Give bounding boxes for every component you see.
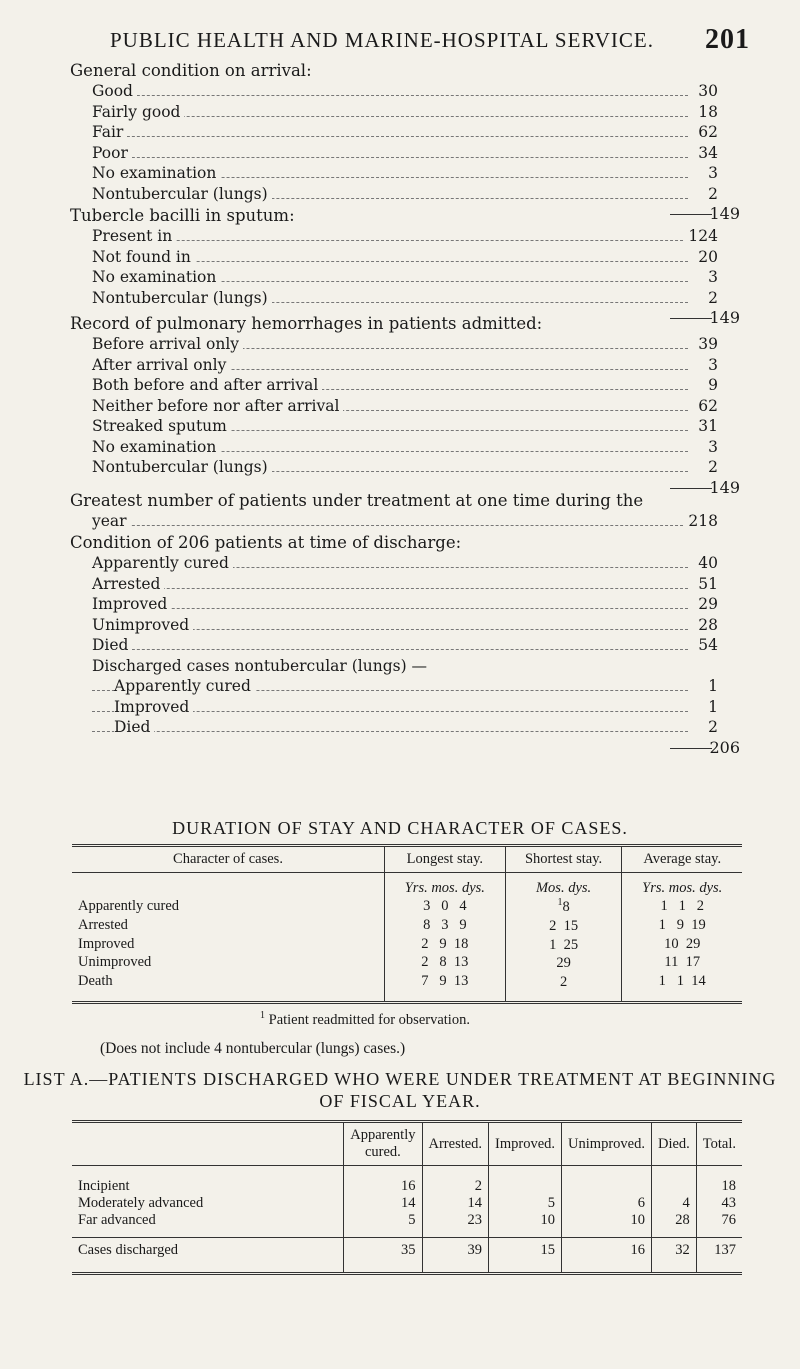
spacer-cell (696, 1166, 742, 1179)
row-label: Neither before nor after arrival (92, 397, 343, 415)
table-row (72, 1212, 742, 1229)
row-value: 62 (694, 122, 718, 143)
average-cell: 1 1 14 (622, 972, 742, 991)
table-cell (489, 1178, 562, 1195)
row-value: 31 (694, 416, 718, 437)
table-row (72, 972, 742, 991)
column-header: Apparently cured. (344, 1122, 422, 1166)
table-cell: 137 (696, 1238, 742, 1263)
list-item (70, 267, 740, 288)
total-value: 206 (709, 737, 740, 757)
column-header: Shortest stay. (505, 846, 622, 873)
shortest-cell (505, 953, 622, 972)
table-row (72, 916, 742, 935)
row-label: Death (78, 973, 113, 990)
table-cell (562, 1178, 652, 1195)
spacer-cell (422, 1166, 489, 1179)
list-item (70, 288, 740, 309)
spacer-cell (696, 1262, 742, 1274)
list-item (70, 143, 740, 164)
table-cell: 15 (489, 1238, 562, 1263)
table-row (72, 935, 742, 954)
page-number: 201 (705, 24, 750, 55)
row-label: Improved (114, 698, 193, 716)
total-row (72, 1238, 742, 1263)
table-cell: 39 (422, 1238, 489, 1263)
longest-cell: 8 3 9 (385, 916, 506, 935)
spacer-cell (562, 1166, 652, 1179)
shortest-cell (505, 972, 622, 991)
shortest-cell (505, 897, 622, 916)
section-total (70, 738, 740, 758)
leader-dots (92, 635, 688, 650)
row-value: 2 (704, 457, 718, 478)
section-title: Record of pulmonary hemorrhages in patients admitted: (70, 314, 543, 333)
unit-cell (72, 873, 385, 898)
row-label: Unimproved (78, 954, 152, 971)
average-cell: 1 1 2 (622, 897, 742, 916)
row-label: Good (92, 82, 137, 100)
greatest-row (70, 511, 740, 532)
general-condition-section (70, 60, 740, 224)
average-cell: 11 17 (622, 953, 742, 972)
table-cell: 18 (696, 1178, 742, 1195)
column-header (72, 1122, 344, 1166)
table-spacer (72, 1166, 742, 1179)
row-value: 1 (704, 676, 718, 697)
row-value: 3 (704, 437, 718, 458)
table-cell: 4 (651, 1195, 696, 1212)
spacer-cell (651, 1262, 696, 1274)
list-item (70, 375, 740, 396)
column-header: Average stay. (622, 846, 742, 873)
discharge-section (70, 532, 740, 758)
table-cell: 14 (422, 1195, 489, 1212)
spacer-cell (72, 1262, 344, 1274)
spacer-cell (72, 1166, 344, 1179)
leader-dots (92, 511, 688, 526)
total-value: 149 (709, 204, 740, 223)
leader-dots (92, 226, 688, 241)
list-item (70, 574, 740, 595)
spacer-cell (344, 1166, 422, 1179)
row-value: 2 (704, 717, 718, 738)
list-a-table (72, 1120, 742, 1275)
row-value: 28 (694, 615, 718, 636)
footnote: $^1$ Patient readmitted for observation. (260, 1010, 470, 1028)
row-label: Poor (92, 144, 132, 162)
row-label: Unimproved (92, 616, 193, 634)
table-cell: 35 (344, 1238, 422, 1263)
row-label: No examination (92, 164, 220, 182)
total-rule (670, 748, 712, 749)
row-value: 30 (694, 81, 718, 102)
table-cell: 10 (489, 1212, 562, 1229)
row-value: 2 (704, 184, 718, 205)
footnote-mark: 1 (557, 897, 563, 908)
unit-cell: Yrs. mos. dys. (385, 873, 506, 898)
table-cell: 28 (651, 1212, 696, 1229)
row-label: Improved (78, 935, 135, 952)
total-value: 149 (709, 308, 740, 327)
row-label: No examination (92, 438, 220, 456)
table-cell: 43 (696, 1195, 742, 1212)
list-item (70, 676, 740, 697)
leader-dots (92, 81, 688, 96)
leader-dots (92, 717, 688, 732)
row-label: Apparently cured (92, 554, 233, 572)
list-item (70, 615, 740, 636)
row-value: 29 (694, 594, 718, 615)
row-label: Fair (92, 123, 127, 141)
list-item (70, 416, 740, 437)
row-label: Far advanced (78, 1212, 156, 1228)
list-item (70, 122, 740, 143)
average-cell: 10 29 (622, 935, 742, 954)
row-label: Streaked sputum (92, 417, 231, 435)
shortest-value: 29 (556, 955, 571, 972)
hemorrhages-section (70, 313, 740, 498)
row-label: No examination (92, 268, 220, 286)
row-label: Arrested (92, 575, 164, 593)
header-title: PUBLIC HEALTH AND MARINE-HOSPITAL SERVICE. (110, 28, 655, 52)
row-label: Nontubercular (lungs) (92, 458, 272, 476)
row-value: 34 (694, 143, 718, 164)
column-header: Total. (696, 1122, 742, 1166)
leader-dots (92, 143, 688, 158)
shortest-value: 2 15 (549, 917, 579, 934)
total-rule (670, 488, 712, 489)
longest-cell: 2 9 18 (385, 935, 506, 954)
row-label: Arrested (78, 916, 128, 933)
row-value: 62 (694, 396, 718, 417)
longest-cell: 2 8 13 (385, 953, 506, 972)
leader-dots (92, 122, 688, 137)
row-value: 40 (694, 553, 718, 574)
list-item (70, 184, 740, 205)
row-label: Cases discharged (78, 1241, 178, 1258)
list-item (70, 163, 740, 184)
longest-cell: 7 9 13 (385, 972, 506, 991)
table-cell: 5 (489, 1195, 562, 1212)
row-label: Improved (92, 595, 171, 613)
column-header: Improved. (489, 1122, 562, 1166)
table-row (72, 1195, 742, 1212)
leader-dots (92, 594, 688, 609)
table-row (72, 897, 742, 916)
row-value: 20 (694, 247, 718, 268)
greatest-section (70, 490, 740, 532)
table-cell: 23 (422, 1212, 489, 1229)
spacer-cell (489, 1229, 562, 1238)
section-title: Condition of 206 patients at time of discharge: (70, 533, 462, 552)
table-cell: 76 (696, 1212, 742, 1229)
list-item (70, 697, 740, 718)
row-label: Nontubercular (lungs) (92, 185, 272, 203)
subsection-title: Discharged cases nontubercular (lungs) — (92, 656, 428, 675)
row-label: Apparently cured (114, 677, 255, 695)
list-item (70, 102, 740, 123)
spacer-cell (622, 991, 742, 1003)
table-row (72, 1178, 742, 1195)
row-label: Both before and after arrival (92, 376, 322, 394)
shortest-cell (505, 916, 622, 935)
row-label: Moderately advanced (78, 1195, 204, 1211)
row-label: Incipient (78, 1178, 130, 1194)
row-label: Before arrival only (92, 335, 243, 353)
shortest-value: 2 (559, 974, 568, 991)
row-label: After arrival only (92, 356, 230, 374)
spacer-cell (696, 1229, 742, 1238)
longest-cell: 3 0 4 (385, 897, 506, 916)
spacer-cell (489, 1166, 562, 1179)
spacer-cell (422, 1262, 489, 1274)
spacer-cell (385, 991, 506, 1003)
row-label: Apparently cured (78, 897, 180, 914)
row-value: 1 (704, 697, 718, 718)
spacer-cell (422, 1229, 489, 1238)
row-value: 124 (684, 226, 718, 247)
row-label: Fairly good (92, 103, 184, 121)
list-item (70, 553, 740, 574)
column-header: Died. (651, 1122, 696, 1166)
table-cell: 16 (344, 1178, 422, 1195)
table-cell: 5 (344, 1212, 422, 1229)
spacer-cell (651, 1229, 696, 1238)
table-cell: 16 (562, 1238, 652, 1263)
exclusion-note: (Does not include 4 nontubercular (lungs) cases.) (100, 1040, 406, 1057)
list-item (70, 457, 740, 478)
table-spacer (72, 1262, 742, 1274)
spacer-cell (562, 1262, 652, 1274)
section-title: General condition on arrival: (70, 61, 312, 80)
list-item (70, 81, 740, 102)
row-value: 3 (704, 163, 718, 184)
units-row (72, 873, 742, 898)
table-cell: 32 (651, 1238, 696, 1263)
spacer-cell (489, 1262, 562, 1274)
table-row (72, 953, 742, 972)
unit-cell: Yrs. mos. dys. (622, 873, 742, 898)
row-value: 2 (704, 288, 718, 309)
row-value: 39 (694, 334, 718, 355)
list-item (70, 226, 740, 247)
list-item (70, 717, 740, 738)
duration-title: DURATION OF STAY AND CHARACTER OF CASES. (172, 818, 628, 838)
table-cell: 2 (422, 1178, 489, 1195)
spacer-cell (651, 1166, 696, 1179)
shortest-value: 8 (562, 898, 570, 915)
duration-table (72, 844, 742, 1004)
table-cell: 6 (562, 1195, 652, 1212)
table-cell: 10 (562, 1212, 652, 1229)
row-value: 18 (694, 102, 718, 123)
table-cell (651, 1178, 696, 1195)
row-value: 3 (704, 355, 718, 376)
column-header: Longest stay. (385, 846, 506, 873)
column-header: Character of cases. (72, 846, 385, 873)
list-item (70, 437, 740, 458)
list-item (70, 635, 740, 656)
spacer-cell (72, 991, 385, 1003)
row-label: Not found in (92, 248, 195, 266)
row-value: 9 (704, 375, 718, 396)
total-value: 149 (709, 477, 740, 497)
shortest-cell (505, 935, 622, 954)
row-label: Died (114, 718, 154, 736)
unit-cell: Mos. dys. (505, 873, 622, 898)
table-spacer (72, 991, 742, 1003)
greatest-text: Greatest number of patients under treatment at one time during the (70, 491, 644, 510)
list-item (70, 334, 740, 355)
row-label: year (92, 512, 131, 530)
leader-dots (92, 574, 688, 589)
table-spacer (72, 1229, 742, 1238)
list-item (70, 594, 740, 615)
list-item (70, 247, 740, 268)
spacer-cell (505, 991, 622, 1003)
page-header (110, 24, 750, 55)
row-value: 3 (704, 267, 718, 288)
row-value: 51 (694, 574, 718, 595)
spacer-cell (72, 1229, 344, 1238)
list-item (70, 355, 740, 376)
table-cell: 14 (344, 1195, 422, 1212)
average-cell: 1 9 19 (622, 916, 742, 935)
bacilli-section (70, 205, 740, 328)
row-value: 218 (684, 511, 718, 532)
row-label: Nontubercular (lungs) (92, 289, 272, 307)
row-label: Died (92, 636, 132, 654)
column-header: Unimproved. (562, 1122, 652, 1166)
section-title: Tubercle bacilli in sputum: (70, 206, 295, 225)
shortest-value: 1 25 (549, 936, 579, 953)
list-item (70, 396, 740, 417)
spacer-cell (344, 1229, 422, 1238)
row-value: 54 (694, 635, 718, 656)
spacer-cell (562, 1229, 652, 1238)
column-header: Arrested. (422, 1122, 489, 1166)
list-a-title: LIST A.—PATIENTS DISCHARGED WHO WERE UNDER TREATMENT AT BEGINNING OF FISCAL YEAR. (23, 1069, 777, 1111)
spacer-cell (344, 1262, 422, 1274)
row-label: Present in (92, 227, 176, 245)
